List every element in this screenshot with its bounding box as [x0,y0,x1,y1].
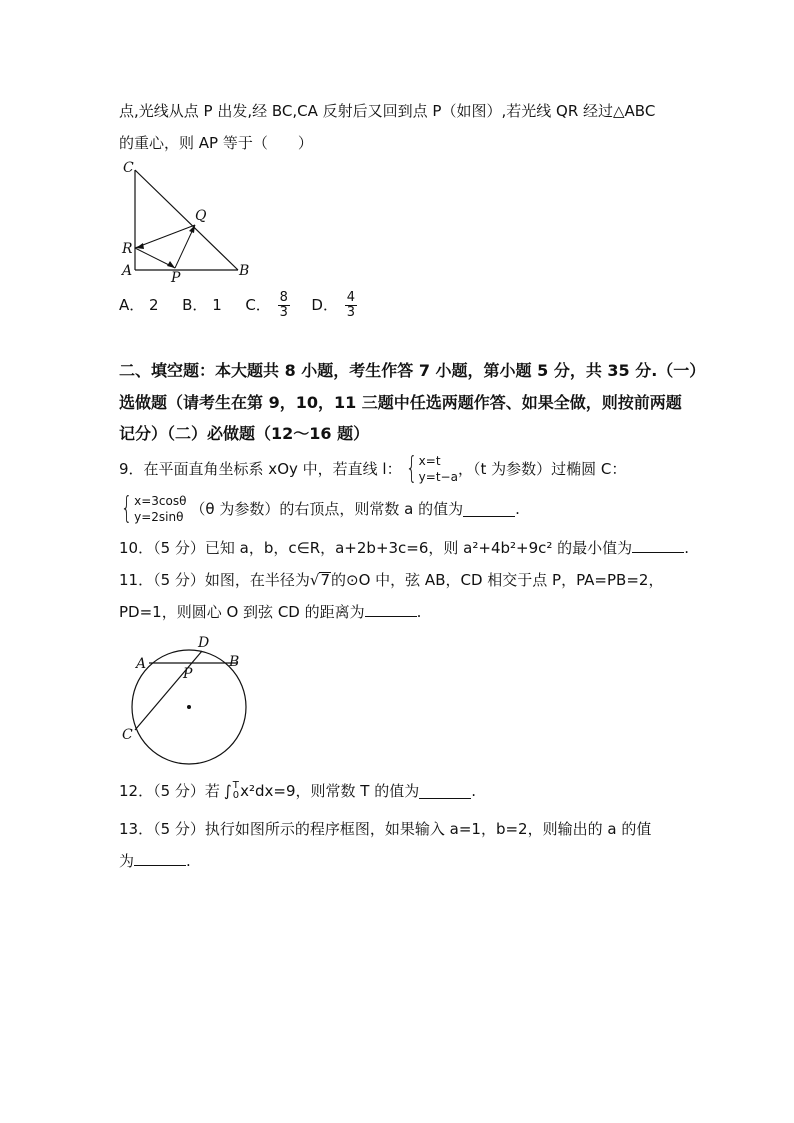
q11-suffix: 的⊙O 中，弦 AB，CD 相交于点 P，PA=PB=2， [331,571,664,589]
label-P: P [183,666,193,682]
q9-line2: { x=3cosθ y=2sinθ （θ 为参数）的右顶点，则常数 a 的值为 . [120,491,520,526]
triangle-figure [115,155,265,285]
section2-header-line2: 选做题（请考生在第 9，10，11 三题中任选两题作答、如果全做，则按前两题 [119,393,682,412]
problem8-text-line2: 的重心，则 AP 等于（ ） [119,134,313,152]
option-d-fraction: $\frac{4}{3}$ [346,290,356,320]
integral-icon: ∫ [223,782,232,800]
q13-line2: 为 . [119,852,191,870]
option-c-fraction: $\frac{8}{3}$ [279,290,288,320]
q12-prefix: 12．（5 分）若 [119,782,220,800]
q10-line: 10．（5 分）已知 a，b，c∈R，a+2b+3c=6，则 a²+4b²+9c² 的最小值为 . [119,539,689,557]
left-brace-icon: { [120,491,133,526]
q13-line1: 13．（5 分）执行如图所示的程序框图，如果输入 a=1，b=2，则输出的 a 的值 [119,820,652,838]
q11-answer-blank [365,602,417,617]
option-b: B． 1 [182,296,222,314]
q11-line2: PD=1，则圆心 O 到弦 CD 的距离为 . [119,603,422,621]
q12-line: 12．（5 分）若 ∫ T 0 x²dx=9，则常数 T 的值为 . [119,780,476,801]
q9-line1 [119,452,626,486]
left-brace-icon: { [405,451,417,486]
q11-line2-text: PD=1，则圆心 O 到弦 CD 的距离为 [119,603,365,621]
label-A: A [136,656,147,672]
q12-limits: T 0 [232,780,240,801]
q9-ellipse-system: x=3cosθ y=2sinθ [134,494,187,524]
problem8-text-line1: 点,光线从点 P 出发,经 BC,CA 反射后又回到点 P（如图）,若光线 QR 经过△ABC [119,102,656,120]
label-C: C [123,160,134,176]
q12-integrand: x²dx=9，则常数 T 的值为 [240,782,420,800]
label-A: A [122,263,133,279]
q11-radicand: 7 [320,571,331,589]
q10-answer-blank [632,538,684,553]
q9-line-system: x=t y=t−a [418,454,458,484]
sqrt-icon: √ [309,571,320,589]
label-B: B [229,654,240,670]
section2-header-line3: 记分）（二）必做题（12～16 题） [119,424,370,443]
q9-suffix: （θ 为参数）的右顶点，则常数 a 的值为 [190,500,464,518]
q12-answer-blank [419,784,471,799]
q9-mid: ，（t 为参数）过椭圆 C： [457,460,627,478]
section2-header-line1: 二、填空题：本大题共 8 小题，考生作答 7 小题，第小题 5 分，共 35 分.（一） [119,361,706,380]
q10-text: 10．（5 分）已知 a，b，c∈R，a+2b+3c=6，则 a²+4b²+9c² 的最小值为 [119,539,633,557]
q9-answer-blank [463,502,515,517]
q13-answer-blank [134,851,186,866]
label-C: C [122,727,133,743]
q11-prefix: 11．（5 分）如图，在半径为 [119,571,310,589]
q11-line1 [119,570,663,590]
label-D: D [198,635,210,651]
label-P: P [171,270,181,285]
label-B: B [239,263,250,279]
option-c-prefix: C． [245,296,271,314]
option-d-prefix: D． [311,296,338,314]
label-Q: Q [195,208,207,224]
circle-figure [115,630,265,770]
option-a: A． 2 [119,296,159,314]
problem8-options [119,291,359,320]
label-R: R [122,241,133,257]
q9-prefix: 9．在平面直角坐标系 xOy 中，若直线 l： [119,460,402,478]
